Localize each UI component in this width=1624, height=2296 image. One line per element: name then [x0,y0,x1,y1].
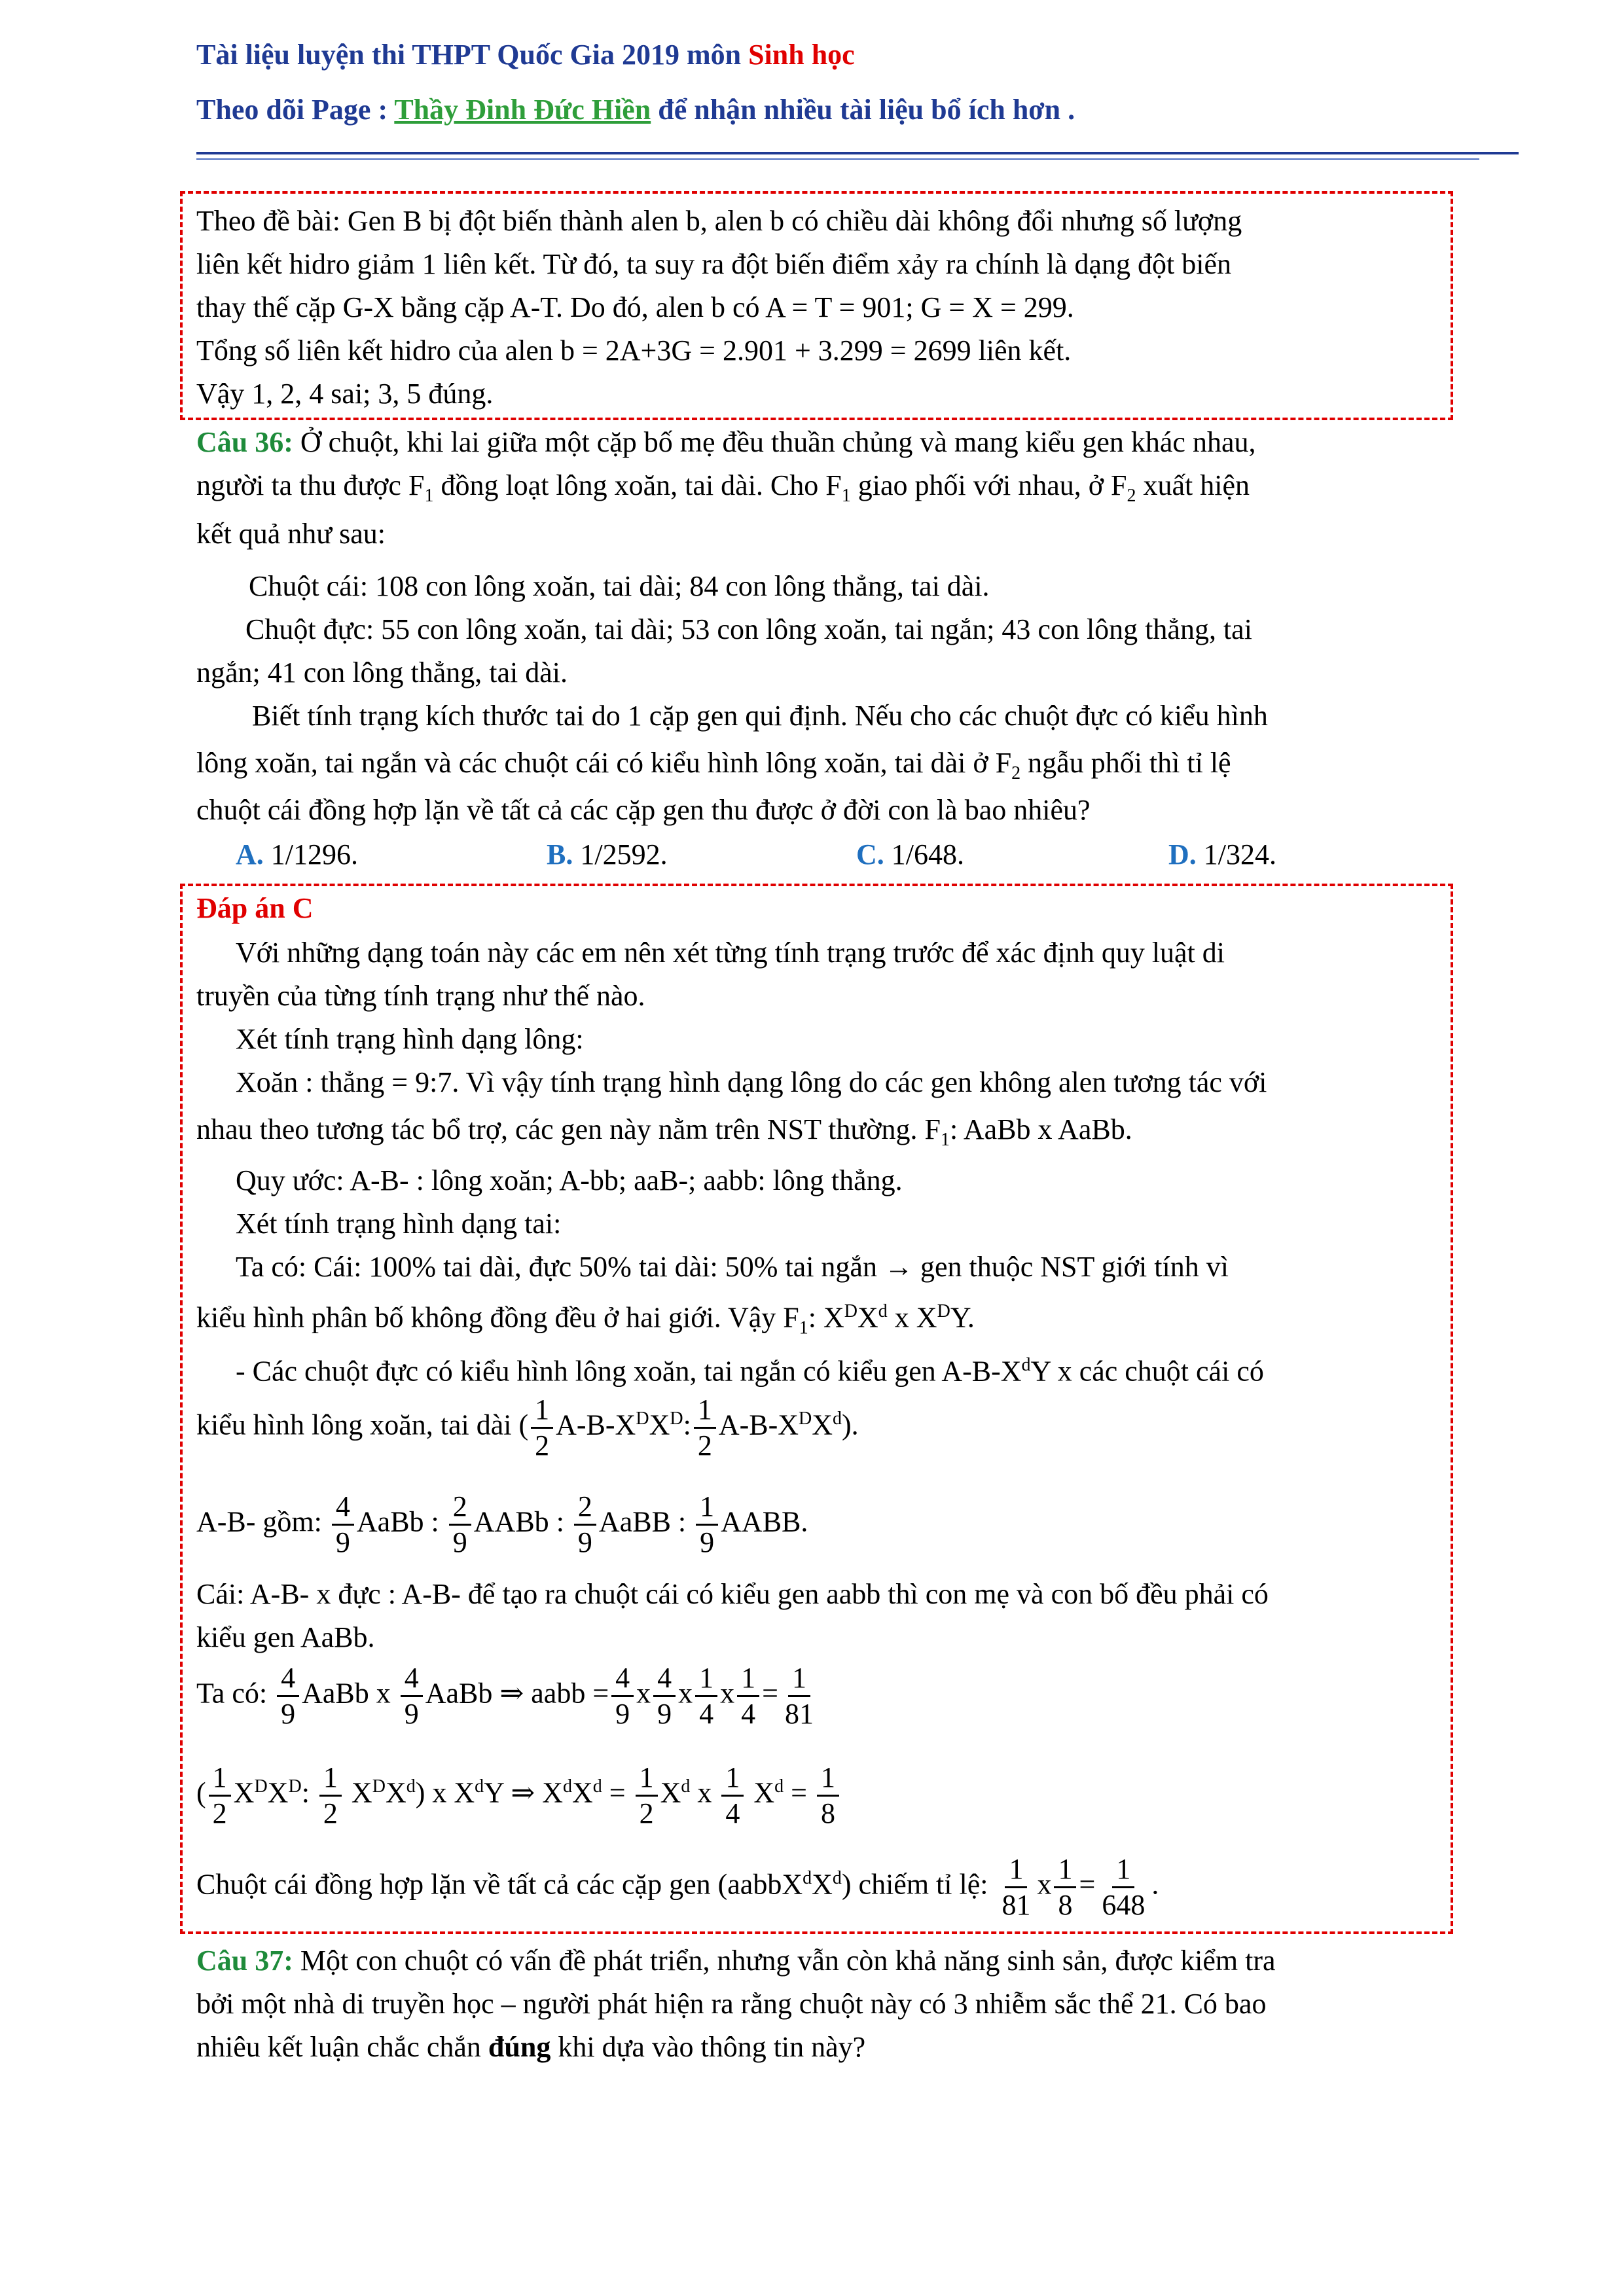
header-line-1: Tài liệu luyện thi THPT Quốc Gia 2019 môn Sinh học [196,39,855,71]
q36-label: Câu 36: [196,426,293,458]
header-rule [196,152,1519,154]
header-line-2: Theo dõi Page : Thầy Đinh Đức Hiền để nhận nhiều tài liệu bổ ích hơn . [196,94,1075,126]
subject: Sinh học [748,39,855,71]
arrow-icon: → [884,1251,913,1283]
sol-p3: Xét tính trạng hình dạng lông: [236,1023,584,1055]
q36-line-8: lông xoăn, tai ngắn và các chuột cái có kiểu hình lông xoăn, tai dài ở $F_2$ ngẫu phối thì tỉ lệ [196,747,1231,783]
q36-line-9: chuột cái đồng hợp lặn về tất cả các cặp gen thu được ở đời con là bao nhiêu? [196,794,1091,826]
q36-line-1: Câu 36: Ở chuột, khi lai giữa một cặp bố mẹ đều thuần chủng và mang kiểu gen khác nhau, [196,426,1256,458]
option-c[interactable]: C. 1/648. [856,838,965,870]
q37-label: Câu 37: [196,1945,293,1977]
q36-line-5: Chuột đực: 55 con lông xoăn, tai dài; 53 con lông xoăn, tai ngắn; 43 con lông thẳng, tai [245,613,1252,645]
fraction: $\frac{1}{2}$ [694,1393,716,1463]
option-d[interactable]: D. 1/324. [1168,838,1277,870]
q37-line-2: bởi một nhà di truyền học – người phát hiện ra rằng chuột này có 3 nhiễm sắc thể 21. Có bao [196,1988,1267,2020]
sol-p17: Chuột cái đồng hợp lặn về tất cả các cặp gen $(aabbX^dX^d)$ chiếm tỉ lệ: $\frac{1}{81}$ x $\frac{1}{8}$ = $\frac{1}{648}$ . [196,1853,1159,1921]
prev-line-5: Vậy 1, 2, 4 sai; 3, 5 đúng. [196,378,494,410]
prev-line-4: Tổng số liên kết hidro của alen b = 2A+3G = 2.901 + 3.299 = 2699 liên kết. [196,334,1072,367]
prev-line-2: liên kết hidro giảm 1 liên kết. Từ đó, ta suy ra đột biến điểm xảy ra chính là dạng đột biến [196,248,1231,280]
sol-p10: - Các chuột đực có kiểu hình lông xoăn, tai ngắn có kiểu gen $A-B-X^dY$ x các chuột cái có [236,1355,1264,1388]
option-a[interactable]: A. 1/1296. [236,838,359,870]
sol-p16: ( $\frac{1}{2}$ $X^DX^D$: $\frac{1}{2}$ $X^DX^d$) x $X^dY$ ⇒ $X^dX^d$ = $\frac{1}{2}$ $X^d$ x $\frac{1}{4}$ $X^d$ = $\frac{1}{8}$ [196,1761,1440,1852]
q37-line-3: nhiêu kết luận chắc chắn đúng khi dựa vào thông tin này? [196,2031,866,2063]
page-link[interactable]: Thầy Đinh Đức Hiền [394,94,651,126]
sol-p5: nhau theo tương tác bổ trợ, các gen này nằm trên NST thường. $F_1$: AaBb x AaBb. [196,1113,1132,1150]
sol-p9: kiểu hình phân bố không đồng đều ở hai giới. Vậy $F_1$: $X^DX^d$ x $X^DY$. [196,1301,975,1338]
sol-p4: Xoăn : thẳng = 9:7. Vì vậy tính trạng hình dạng lông do các gen không alen tương tác với [236,1066,1267,1098]
q36-line-6: ngắn; 41 con lông thẳng, tai dài. [196,656,568,689]
sol-p8: Ta có: Cái: 100% tai dài, đực 50% tai dài: 50% tai ngắn → gen thuộc NST giới tính vì [236,1251,1229,1283]
sol-p15: Ta có: $\frac{4}{9}$ AaBb x $\frac{4}{9}$ AaBb ⇒ aabb = $\frac{4}{9}$ x $\frac{4}{9}$ x $\frac{1}{4}$ x $\frac{1}{4}$ = $\frac{1}{81}$ [196,1662,814,1730]
sol-p11: kiểu hình lông xoăn, tai dài ( $\frac{1}{2}$ $A-B-X^DX^D$: $\frac{1}{2}$ $A-B-X^DX^d$). [196,1393,859,1462]
sol-p12: A-B- gồm: $\frac{4}{9}$ AaBb : $\frac{2}{9}$ AABb : $\frac{2}{9}$ AaBB : $\frac{1}{9}$ AABB. [196,1490,808,1558]
q36-options [236,838,1479,877]
header-rule-thin [196,158,1479,160]
sol-p2: truyền của từng tính trạng như thế nào. [196,980,645,1012]
option-b[interactable]: B. 1/2592. [547,838,668,870]
q36-line-7: Biết tính trạng kích thước tai do 1 cặp gen qui định. Nếu cho các chuột đực có kiểu hình [252,700,1268,732]
fraction: $\frac{1}{2}$ [531,1393,553,1463]
sol-p1: Với những dạng toán này các em nên xét từng tính trạng trước để xác định quy luật di [236,937,1225,969]
sol-p14: kiểu gen AaBb. [196,1621,375,1653]
q36-line-3: kết quả như sau: [196,518,386,550]
prev-line-3: thay thế cặp G-X bằng cặp A-T. Do đó, alen b có A = T = 901; G = X = 299. [196,291,1074,323]
emphasis: đúng [488,2031,551,2063]
q36-line-4: Chuột cái: 108 con lông xoăn, tai dài; 84 con lông thẳng, tai dài. [249,570,990,602]
sol-p7: Xét tính trạng hình dạng tai: [236,1208,562,1240]
solution-title: Đáp án C [196,892,314,924]
prev-line-1: Theo đề bài: Gen B bị đột biến thành alen b, alen b có chiều dài không đổi nhưng số lượng [196,205,1242,237]
q36-line-2: người ta thu được $F_1$ đồng loạt lông xoăn, tai dài. Cho $F_1$ giao phối với nhau, ở $F_2$ xuất hiện [196,469,1250,506]
sol-p13: Cái: A-B- x đực : A-B- để tạo ra chuột cái có kiểu gen aabb thì con mẹ và con bố đều phải có [196,1578,1269,1610]
q37-line-1: Câu 37: Một con chuột có vấn đề phát triển, nhưng vẫn còn khả năng sinh sản, được kiểm tra [196,1945,1276,1977]
sol-p6: Quy ước: A-B- : lông xoăn; A-bb; aaB-; aabb: lông thẳng. [236,1164,903,1196]
implies-icon: ⇒ [499,1677,524,1710]
